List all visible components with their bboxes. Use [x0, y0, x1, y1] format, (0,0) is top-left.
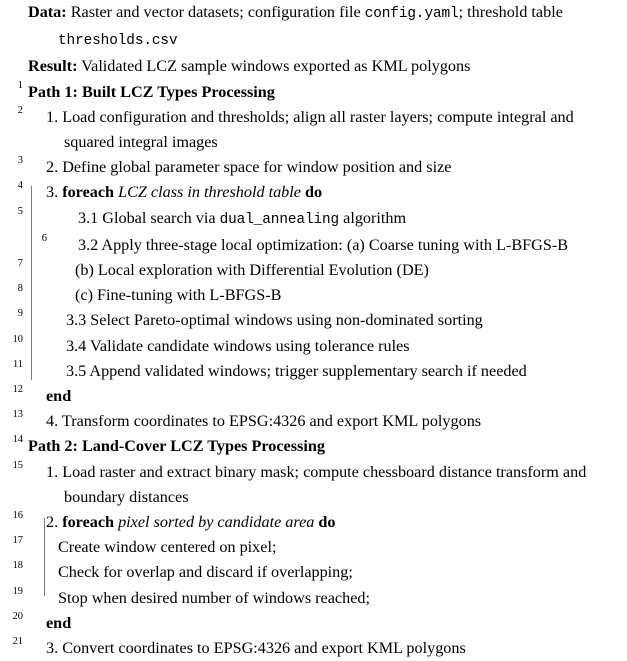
algorithm-line-1	[0, 80, 627, 105]
step-text-cont: algorithm	[339, 208, 407, 227]
algorithm-line-14	[0, 434, 627, 459]
algorithm-result-line	[0, 54, 627, 79]
dual-annealing-code: dual_annealing	[219, 211, 340, 228]
data-text: Raster and vector datasets; configuration file	[70, 3, 361, 21]
line-number: 1	[17, 79, 23, 91]
step-prefix: 2.	[46, 513, 63, 532]
step-text: 3. Convert coordinates to EPSG:4326 and export KML polygons	[46, 639, 466, 658]
result-text: Validated LCZ sample windows exported as KML polygons	[81, 57, 471, 76]
data-config-file: config.yaml	[364, 6, 459, 22]
path2-heading: Path 2: Land-Cover LCZ Types Processing	[28, 437, 325, 456]
line-number: 7	[17, 258, 23, 270]
data-label: Data:	[28, 3, 67, 21]
algorithm-line-10	[0, 334, 627, 359]
step-text: (c) Fine-tuning with L-BFGS-B	[75, 286, 282, 305]
line-number: 6	[41, 232, 47, 244]
foreach-keyword: foreach	[62, 513, 115, 532]
algorithm-line-16	[0, 510, 627, 535]
line-number: 2	[17, 104, 23, 116]
step-text: Create window centered on pixel;	[58, 538, 277, 557]
step-text: Check for overlap and discard if overlapping;	[58, 563, 353, 582]
line-number: 13	[12, 409, 23, 421]
line-number: 18	[12, 560, 23, 572]
step-text: 1. Load raster and extract binary mask; compute chessboard distance transform and boundary distances	[46, 462, 587, 506]
foreach-keyword: foreach	[62, 183, 115, 202]
step-text: 4. Transform coordinates to EPSG:4326 and export KML polygons	[46, 412, 482, 431]
algorithm-line-5	[0, 206, 627, 233]
step-text: Stop when desired number of windows reached;	[58, 588, 370, 607]
algorithm-line-7	[0, 258, 627, 283]
line-number: 8	[17, 283, 23, 295]
path1-heading: Path 1: Built LCZ Types Processing	[28, 82, 275, 101]
line-number: 10	[12, 333, 23, 345]
line-number: 11	[12, 358, 23, 370]
line-number: 19	[12, 585, 23, 597]
line-number: 15	[12, 459, 23, 471]
step-text: 1. Load configuration and thresholds; align all raster layers; compute integral and squared integral images	[46, 107, 574, 152]
algorithm-line-20	[0, 611, 627, 636]
step-text: 3.4 Validate candidate windows using tolerance rules	[66, 336, 410, 355]
line-number: 4	[17, 180, 23, 192]
algorithm-data-line	[0, 0, 627, 54]
algorithm-line-9	[0, 308, 627, 333]
foreach-condition: pixel sorted by candidate area	[118, 513, 315, 532]
foreach-condition: LCZ class in threshold table	[118, 183, 301, 202]
algorithm-line-15	[0, 460, 627, 510]
step-text: 3.1 Global search via	[78, 208, 220, 227]
end-keyword: end	[46, 613, 72, 632]
step-text: 3.3 Select Pareto-optimal windows using non-dominated sorting	[66, 311, 483, 330]
line-number: 14	[12, 434, 23, 446]
data-text-cont: ; threshold table	[458, 3, 563, 21]
algorithm-line-12	[0, 384, 627, 409]
algorithm-line-19	[0, 586, 627, 611]
step-prefix: 3.	[46, 183, 63, 202]
algorithm-line-6	[0, 233, 627, 258]
step-text: 3.2 Apply three-stage local optimization: (a) Coarse tuning with L-BFGS-B	[78, 235, 569, 254]
line-number: 16	[12, 510, 23, 522]
algorithm-line-8	[0, 283, 627, 308]
line-number: 20	[12, 610, 23, 622]
algorithm-line-17	[0, 535, 627, 560]
do-keyword: do	[305, 183, 323, 202]
line-number: 21	[12, 636, 23, 648]
algorithm-line-3	[0, 155, 627, 180]
result-label: Result:	[28, 57, 78, 76]
algorithm-line-4	[0, 180, 627, 205]
algorithm-line-18	[0, 560, 627, 585]
algorithm-line-13	[0, 409, 627, 434]
line-number: 17	[12, 535, 23, 547]
line-number: 3	[17, 155, 23, 167]
line-number: 9	[17, 308, 23, 320]
algorithm-line-2	[0, 105, 627, 155]
step-text: 3.5 Append validated windows; trigger supplementary search if needed	[66, 361, 527, 380]
line-number: 5	[17, 205, 23, 217]
algorithm-line-11	[0, 359, 627, 384]
data-threshold-file: thresholds.csv	[58, 33, 178, 50]
end-keyword: end	[46, 387, 72, 406]
line-number: 12	[12, 384, 23, 396]
step-text: 2. Define global parameter space for window position and size	[46, 158, 452, 177]
do-keyword: do	[318, 513, 336, 532]
step-text: (b) Local exploration with Differential Evolution (DE)	[75, 261, 429, 280]
